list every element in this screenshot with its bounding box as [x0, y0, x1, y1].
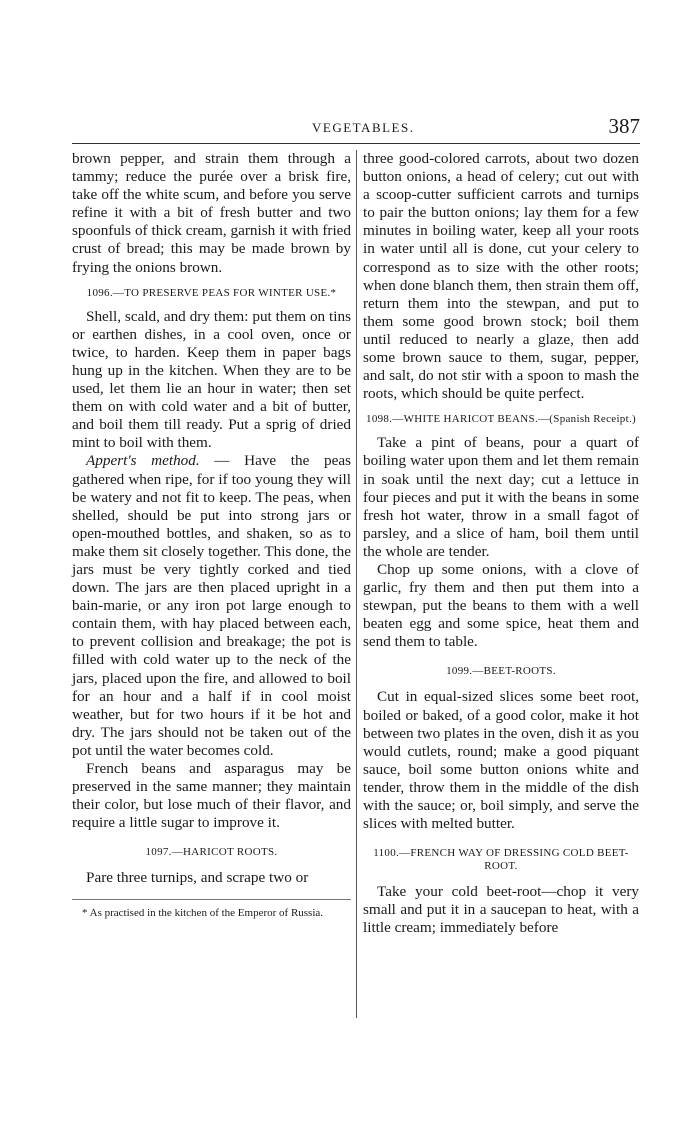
paragraph: Cut in equal-sized slices some beet root, boiled or baked, of a good color, make it hot between two plates in the oven, dish it as you would cutlets, round; make a good piquant sauce, boil some button onions white and tender, throw them in the middle of the dish with the sauce; or, boil simply, and serve the slices with melted butter. — [363, 688, 639, 833]
paragraph: Take your cold beet-root—chop it very small and put it in a saucepan to heat, with a little cream; immediately before — [363, 883, 639, 937]
paragraph: French beans and asparagus may be preserved in the same manner; they maintain their color, but lose much of their flavor, and require a little sugar to improve it. — [72, 760, 351, 832]
page-header — [72, 114, 640, 144]
recipe-heading-1099: 1099.—BEET-ROOTS. — [446, 665, 556, 678]
footnote: * As practised in the kitchen of the Emperor of Russia. — [82, 907, 324, 920]
recipe-heading-1098: 1098.—WHITE HARICOT BEANS.—(Spanish Receipt.) — [366, 413, 636, 426]
paragraph — [72, 452, 351, 760]
recipe-heading-1096: 1096.—TO PRESERVE PEAS FOR WINTER USE.* — [86, 286, 337, 299]
paragraph: Shell, scald, and dry them: put them on tins or earthen dishes, in a cool oven, once or twice, to harden. Keep them in paper bags hung up in the kitchen. When they are to be used, let them lie an hour in water; then set them on with cold water and a bit of butter, and boil them till ready. Put a sprig of dried mint to boil with them. — [72, 307, 351, 452]
right-column — [363, 150, 639, 937]
paragraph: Pare three turnips, and scrape two or — [86, 869, 309, 887]
paragraph: Chop up some onions, with a clove of garlic, fry them and then put them into a stewpan, put the beans to them with a well beaten egg and some spice, heat them and send them to table. — [363, 560, 639, 651]
recipe-heading-1100: 1100.—FRENCH WAY OF DRESSING COLD BEET-ROOT. — [373, 847, 629, 873]
running-head: VEGETABLES. — [312, 120, 415, 135]
recipe-heading-1097: 1097.—HARICOT ROOTS. — [145, 846, 278, 859]
column-divider — [356, 150, 357, 1018]
paragraph: brown pepper, and strain them through a tammy; reduce the purée over a brisk fire, take off the white scum, and before you serve refine it with a bit of fresh butter and two spoonfuls of thick cream, garnish it with fried crust of bread; this may be made brown by frying the onions brown. — [72, 150, 351, 276]
method-text: — Have the peas gathered when ripe, for if too young they will be watery and not fit to keep. The peas, when shelled, should be put into strong jars or open-mouthed bottles, and shaken, so as to make them sit closely together. This done, the jars must be very tightly corked and tied down. The jars are then placed upright in a bain-marie, or any iron pot large enough to contain them, with hay placed between each, to prevent collision and breakage; the pot is filled with cold water up to the neck of the jars, placed upon the fire, and allowed to boil for an hour and a half if in cool moist weather, but for two hours if it be hot and dry. The jars should not be taken out of the pot until the water becomes cold. — [72, 452, 351, 759]
footnote-rule — [72, 899, 351, 900]
page-number: 387 — [608, 114, 640, 138]
left-column — [72, 150, 351, 920]
method-title: Appert's method. — [86, 452, 200, 470]
header-rule — [72, 143, 640, 144]
paragraph: Take a pint of beans, pour a quart of boiling water upon them and let them remain in soak until the next day; cut a lettuce in four pieces and put it with the beans in some fresh hot water, throw in a small fagot of parsley, and a slice of ham, boil them until the whole are tender. — [363, 434, 639, 560]
paragraph: three good-colored carrots, about two dozen button onions, a head of celery; cut out with a scoop-cutter sufficient carrots and turnips to pair the button onions; lay them for a few minutes in boiling water, keep all your roots in water until all is done, cut your celery to correspond as to size with the other roots; when done blanch them, then strain them off, return them into the stewpan, and put to them some good brown stock; boil them until reduced to nearly a glaze, then add some brown sauce to them, sugar, pepper, and salt, do not stir with a spoon to mash the roots, which should be quite perfect. — [363, 150, 639, 403]
